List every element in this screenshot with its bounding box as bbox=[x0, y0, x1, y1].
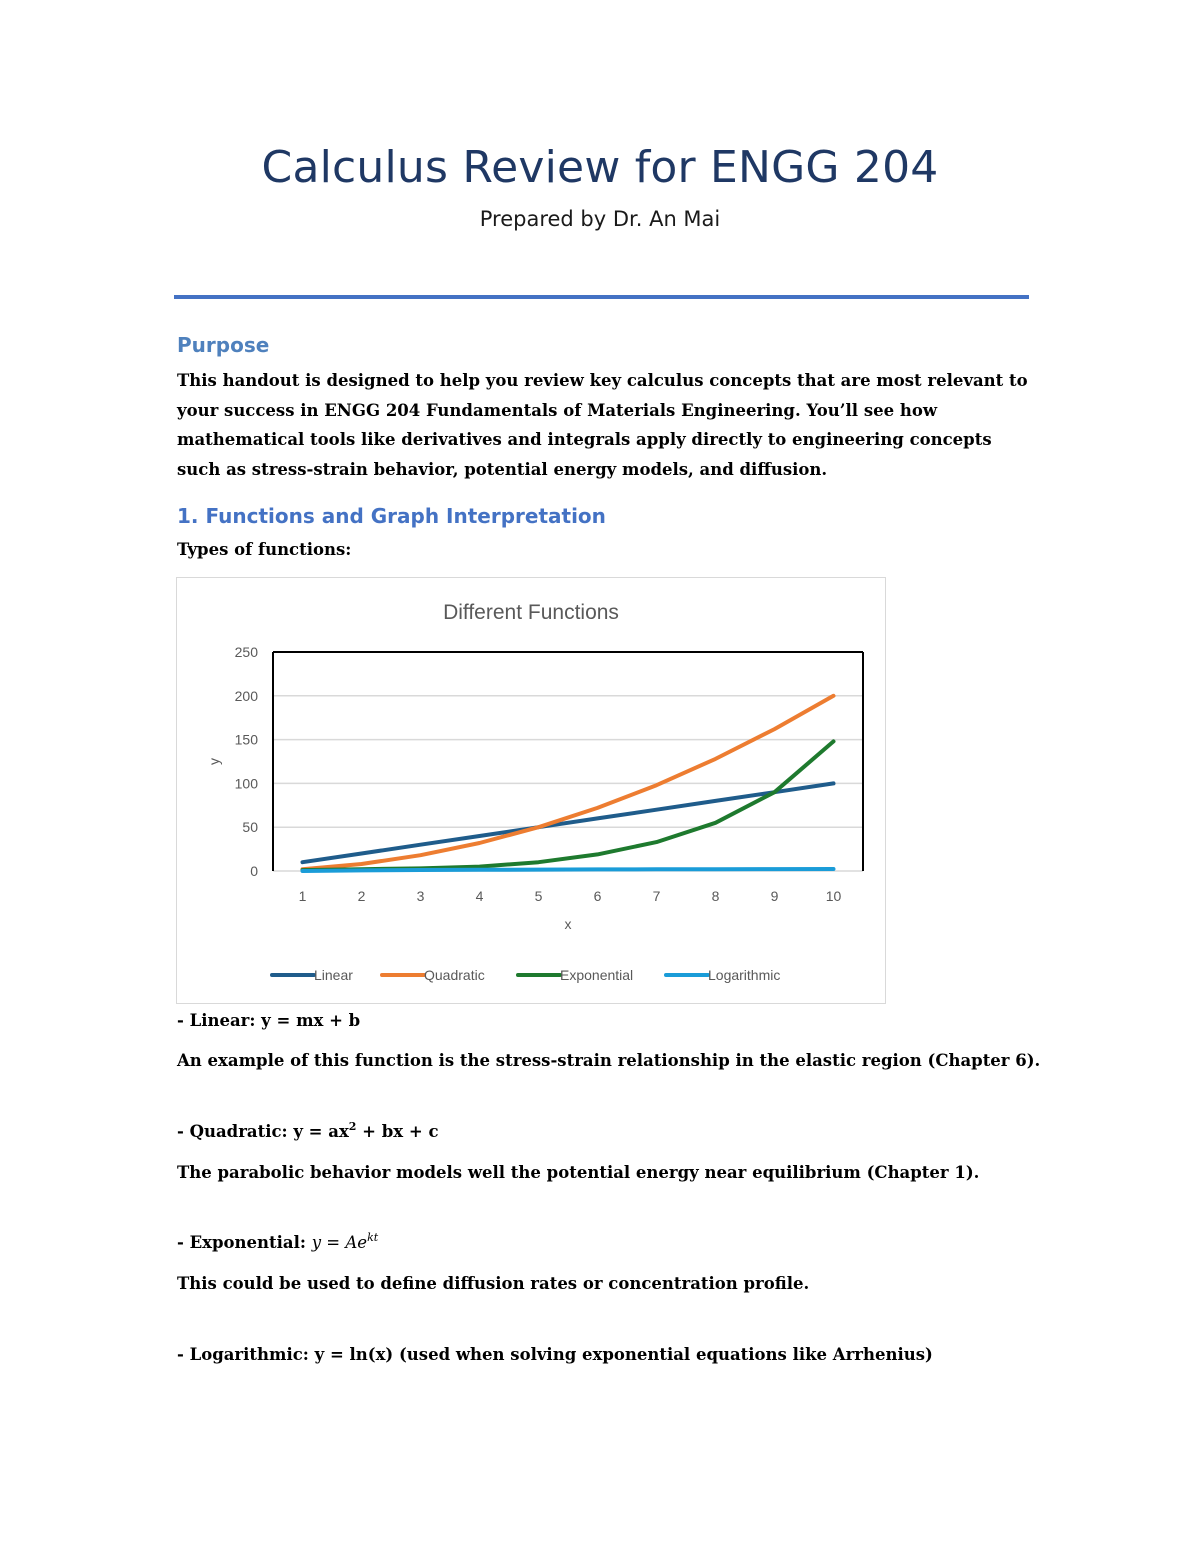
functions-chart bbox=[176, 577, 886, 1004]
exponential-description: This could be used to define diffusion rates or concentration profile. bbox=[177, 1274, 810, 1293]
x-tick-label: 7 bbox=[652, 888, 661, 904]
x-tick-label: 2 bbox=[357, 888, 366, 904]
y-tick-label: 100 bbox=[234, 775, 258, 792]
page-title: Calculus Review for ENGG 204 bbox=[261, 142, 939, 193]
legend-label-logarithmic: Logarithmic bbox=[708, 967, 781, 983]
x-tick-label: 6 bbox=[593, 888, 602, 904]
legend-label-quadratic: Quadratic bbox=[424, 967, 485, 983]
x-tick-label: 5 bbox=[534, 888, 543, 904]
y-tick-label: 50 bbox=[242, 819, 258, 836]
purpose-heading: Purpose bbox=[177, 333, 270, 357]
x-tick-label: 4 bbox=[475, 888, 484, 904]
purpose-line: mathematical tools like derivatives and integrals apply directly to engineering concepts bbox=[177, 430, 992, 449]
y-axis-label: y bbox=[206, 758, 222, 765]
quadratic-label bbox=[177, 1122, 439, 1141]
purpose-line: such as stress-strain behavior, potential energy models, and diffusion. bbox=[177, 459, 828, 479]
series-line-linear bbox=[303, 783, 834, 862]
title-divider bbox=[174, 295, 1029, 299]
chart-svg bbox=[177, 578, 885, 1003]
quadratic-exponent: 2 bbox=[348, 1120, 357, 1133]
purpose-paragraph bbox=[177, 366, 1037, 484]
series-line-logarithmic bbox=[303, 869, 834, 871]
y-tick-label: 0 bbox=[250, 863, 258, 879]
series-line-quadratic bbox=[303, 696, 834, 869]
quadratic-label-post: + bx + c bbox=[356, 1122, 439, 1141]
exponential-formula-base: y = Ae bbox=[311, 1233, 368, 1252]
legend-label-linear: Linear bbox=[314, 967, 353, 983]
logarithmic-label: - Logarithmic: y = ln(x) (used when solving exponential equations like Arrhenius) bbox=[177, 1345, 933, 1364]
exponential-formula bbox=[312, 1233, 378, 1252]
x-tick-label: 8 bbox=[711, 888, 720, 904]
legend-label-exponential: Exponential bbox=[560, 967, 634, 983]
page-subtitle: Prepared by Dr. An Mai bbox=[479, 207, 721, 231]
y-tick-label: 250 bbox=[234, 644, 258, 660]
chart-title: Different Functions bbox=[443, 601, 619, 624]
purpose-line: your success in ENGG 204 Fundamentals of Materials Engineering. You’ll see how bbox=[177, 400, 938, 420]
x-tick-label: 1 bbox=[298, 888, 307, 904]
linear-description: An example of this function is the stress-strain relationship in the elastic region (Chapter 6). bbox=[177, 1051, 1041, 1070]
x-tick-label: 3 bbox=[416, 888, 425, 904]
quadratic-label-pre: - Quadratic: y = ax bbox=[177, 1122, 349, 1141]
x-tick-label: 10 bbox=[825, 888, 842, 904]
linear-label: - Linear: y = mx + b bbox=[177, 1011, 361, 1030]
x-axis-label: x bbox=[564, 916, 572, 932]
purpose-line: This handout is designed to help you review key calculus concepts that are most relevant to bbox=[177, 371, 1028, 390]
y-tick-label: 150 bbox=[234, 731, 258, 748]
exponential-formula-exponent: kt bbox=[367, 1231, 379, 1244]
y-tick-label: 200 bbox=[234, 687, 258, 704]
exponential-label-text: - Exponential: bbox=[177, 1233, 312, 1252]
quadratic-description: The parabolic behavior models well the potential energy near equilibrium (Chapter 1). bbox=[177, 1163, 980, 1182]
section-1-heading: 1. Functions and Graph Interpretation bbox=[177, 504, 606, 528]
exponential-label bbox=[177, 1233, 378, 1252]
x-tick-label: 9 bbox=[770, 888, 779, 904]
types-of-functions-label: Types of functions: bbox=[177, 540, 352, 559]
